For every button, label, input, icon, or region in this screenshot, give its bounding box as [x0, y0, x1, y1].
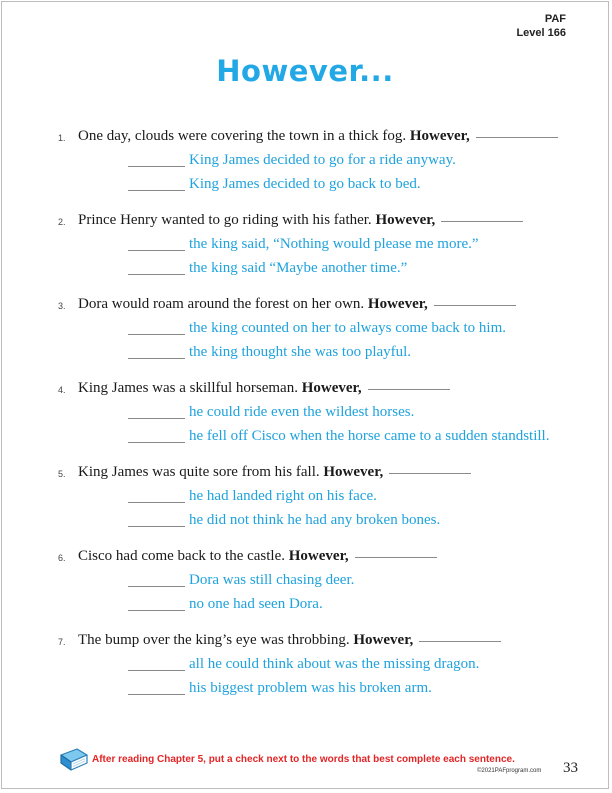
check-blank[interactable] — [128, 586, 185, 587]
question-stem — [2, 128, 610, 148]
stem-blank-line — [419, 641, 501, 642]
answer-option — [2, 512, 610, 532]
copyright-text: ©2021PAFprogram.com — [477, 768, 542, 774]
check-blank[interactable] — [128, 358, 185, 359]
stem-blank-line — [355, 557, 437, 558]
option-text: Dora was still chasing deer. — [189, 572, 355, 588]
question-number: 2. — [58, 217, 66, 227]
question-number: 7. — [58, 637, 66, 647]
check-blank[interactable] — [128, 694, 185, 695]
question-stem — [2, 296, 610, 316]
however-word: However, — [323, 464, 384, 480]
option-text: King James decided to go for a ride anyway. — [189, 152, 456, 168]
check-blank[interactable] — [128, 442, 185, 443]
option-text: he fell off Cisco when the horse came to a sudden standstill. — [189, 428, 550, 444]
question-number: 6. — [58, 553, 66, 563]
however-word: However, — [288, 548, 349, 564]
however-word: However, — [375, 212, 436, 228]
answer-option — [2, 176, 610, 196]
however-word: However, — [409, 128, 470, 144]
page-number: 33 — [563, 760, 578, 776]
stem-blank-line — [434, 305, 516, 306]
stem-text: One day, clouds were covering the town in a thick fog. — [78, 128, 407, 144]
option-text: he had landed right on his face. — [189, 488, 377, 504]
answer-option — [2, 428, 610, 448]
option-text: all he could think about was the missing dragon. — [189, 656, 480, 672]
check-blank[interactable] — [128, 418, 185, 419]
option-text: he could ride even the wildest horses. — [189, 404, 415, 420]
instruction-text: After reading Chapter 5, put a check next to the words that best complete each sentence. — [92, 754, 515, 765]
stem-blank-line — [368, 389, 450, 390]
stem-text: King James was a skillful horseman. — [78, 380, 298, 396]
stem-text: Cisco had come back to the castle. — [78, 548, 286, 564]
check-blank[interactable] — [128, 502, 185, 503]
option-text: the king thought she was too playful. — [189, 344, 412, 360]
question-4 — [2, 380, 610, 464]
answer-option — [2, 344, 610, 364]
however-word: However, — [353, 632, 414, 648]
answer-option — [2, 404, 610, 424]
answer-option — [2, 152, 610, 172]
however-word: However, — [367, 296, 428, 312]
check-blank[interactable] — [128, 610, 185, 611]
check-blank[interactable] — [128, 250, 185, 251]
stem-text: Dora would roam around the forest on her own. — [78, 296, 365, 312]
check-blank[interactable] — [128, 670, 185, 671]
question-3 — [2, 296, 610, 380]
answer-option — [2, 236, 610, 256]
answer-option — [2, 596, 610, 616]
question-1 — [2, 128, 610, 212]
stem-text: The bump over the king’s eye was throbbing. — [78, 632, 350, 648]
option-text: his biggest problem was his broken arm. — [189, 680, 432, 696]
answer-option — [2, 572, 610, 592]
answer-option — [2, 488, 610, 508]
answer-option — [2, 320, 610, 340]
page-title: However... — [216, 54, 394, 88]
stem-blank-line — [476, 137, 558, 138]
question-number: 5. — [58, 469, 66, 479]
check-blank[interactable] — [128, 190, 185, 191]
level-tag — [516, 12, 566, 40]
question-stem — [2, 380, 610, 400]
answer-option — [2, 656, 610, 676]
question-stem — [2, 464, 610, 484]
however-word: However, — [301, 380, 362, 396]
question-2 — [2, 212, 610, 296]
check-blank[interactable] — [128, 334, 185, 335]
option-text: no one had seen Dora. — [189, 596, 323, 612]
option-text: he did not think he had any broken bones. — [189, 512, 441, 528]
question-number: 1. — [58, 133, 66, 143]
book-icon — [58, 746, 90, 779]
stem-blank-line — [441, 221, 523, 222]
question-7 — [2, 632, 610, 716]
option-text: the king counted on her to always come back to him. — [189, 320, 506, 336]
question-number: 3. — [58, 301, 66, 311]
worksheet-page — [1, 1, 609, 789]
question-number: 4. — [58, 385, 66, 395]
check-blank[interactable] — [128, 526, 185, 527]
question-6 — [2, 548, 610, 632]
level-label: Level 166 — [516, 27, 566, 39]
option-text: the king said “Maybe another time.” — [189, 260, 408, 276]
answer-option — [2, 680, 610, 700]
question-stem — [2, 548, 610, 568]
question-5 — [2, 464, 610, 548]
question-stem — [2, 212, 610, 232]
option-text: the king said, “Nothing would please me more.” — [189, 236, 479, 252]
check-blank[interactable] — [128, 274, 185, 275]
stem-text: Prince Henry wanted to go riding with his father. — [78, 212, 372, 228]
stem-text: King James was quite sore from his fall. — [78, 464, 320, 480]
option-text: King James decided to go back to bed. — [189, 176, 421, 192]
check-blank[interactable] — [128, 166, 185, 167]
question-stem — [2, 632, 610, 652]
program-label: PAF — [544, 13, 566, 25]
question-list — [2, 128, 610, 716]
answer-option — [2, 260, 610, 280]
stem-blank-line — [389, 473, 471, 474]
